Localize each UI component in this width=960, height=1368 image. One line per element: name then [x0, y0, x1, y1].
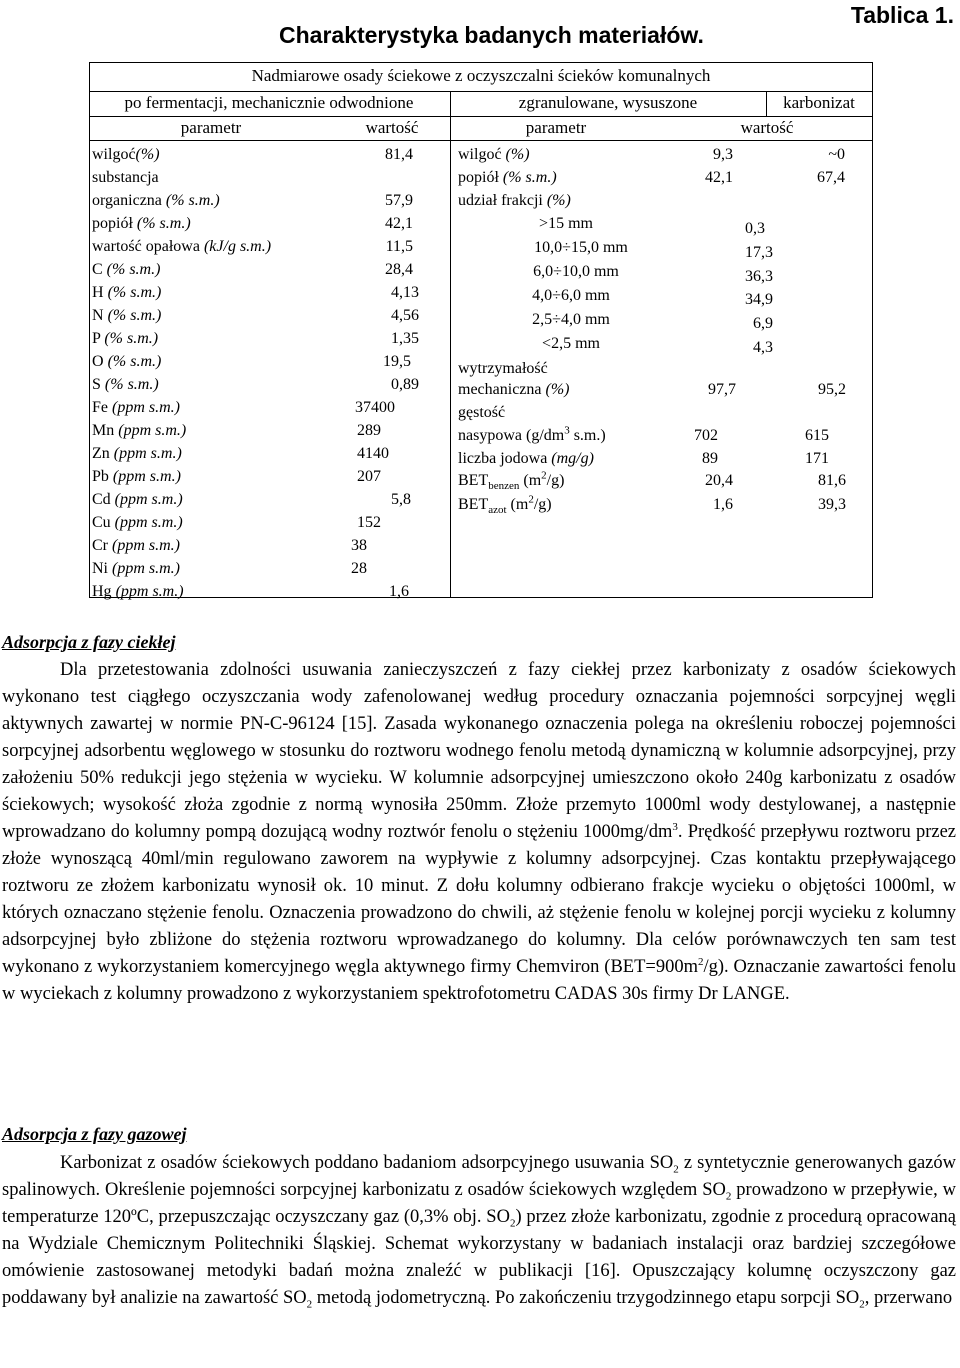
- param-label: popiół (% s.m.): [458, 169, 557, 186]
- document-title: Charakterystyka badanych materiałów.: [279, 22, 704, 48]
- param-label: wytrzymałość: [458, 360, 548, 377]
- param-label: Cu (ppm s.m.): [92, 514, 183, 531]
- group-header-mid: zgranulowane, wysuszone: [518, 93, 698, 112]
- param-value: 4140: [357, 445, 389, 462]
- param-label: Mn (ppm s.m.): [92, 422, 187, 439]
- param-value: 1,6: [713, 496, 733, 513]
- group-header-left: po fermentacji, mechanicznie odwodnione: [124, 93, 414, 112]
- table-divider: [450, 91, 451, 598]
- fraction-range: 2,5÷4,0 mm: [532, 311, 610, 328]
- param-value: 11,5: [385, 238, 413, 255]
- table-divider: [766, 91, 767, 116]
- param-value: 42,1: [385, 215, 413, 232]
- fraction-range: 10,0÷15,0 mm: [534, 239, 628, 256]
- param-label: wilgoć(%): [92, 146, 160, 163]
- param-label: gęstość: [458, 404, 506, 421]
- param-label: Ni (ppm s.m.): [92, 560, 180, 577]
- param-label: liczba jodowa (mg/g): [458, 450, 594, 467]
- param-value: 67,4: [817, 169, 845, 186]
- fraction-range: 4,0÷6,0 mm: [532, 287, 610, 304]
- param-label: $BET_{benzen}$ $(m^2/g)$: [458, 469, 565, 493]
- fraction-range: <2,5 mm: [542, 335, 600, 352]
- section-paragraph: Dla przetestowania zdolności usuwania zanieczyszczeń z fazy ciekłej przez karbonizaty z osadów ściekowych wykonano test ciągłego oczyszczania wody zafenolowanej według procedury oznaczania pojemności sorpcyjnej węgli aktywnych zawartej w normie PN-C-96124 [15]. Zasada wykonanego oznaczenia polega na określeniu roboczej pojemności sorpcyjnej adsorbentu węglowego w stosunku do roztworu wodnego fenolu metodą dynamiczną w kolumnie adsorpcyjnej, przy założeniu 50% redukcji jego stężenia w wycieku. W kolumnie adsorpcyjnej umieszczono około 240g karbonizatu z osadów ściekowych; wysokość złoża zgodnie z normą wynosiła 250mm. Złoże przemyto 1000ml wody destylowanej, a następnie wprowadzano do kolumny pompą dozującą wodny roztwór fenolu o stężeniu $1000mg/dm^3$. Prędkość przepływu roztworu przez złoże wynoszącą 40ml/min regulowano zaworem na wypływie z kolumny adsorpcyjnej. Czas kontaktu przepływającego roztworu ze złożem karbonizatu wynosił ok. 10 minut. Z dołu kolumny odbierano frakcje wycieku o objętości 1000ml, w których oznaczano stężenie fenolu. Oznaczenia prowadzono do chwili, aż stężenie fenolu w kolejnej porcji wycieku z kolumny adsorpcyjnej było zbliżone do stężenia roztworu wprowadzanego do kolumny. Dla celów porównawczych ten sam test wykonano z wykorzystaniem komercyjnego węgla aktywnego firmy Chemviron $(BET=900m^2/g)$. Oznaczanie zawartości fenolu w wyciekach z kolumny prowadzono z wykorzystaniem spektrofotometru CADAS 30s firmy Dr LANGE.: [2, 660, 956, 1004]
- param-label: S (% s.m.): [92, 376, 159, 393]
- section-heading: Adsorpcja z fazy gazowej: [2, 1124, 187, 1144]
- param-value: 81,4: [385, 146, 413, 163]
- param-value: 1,6: [389, 583, 409, 600]
- fraction-value: 36,3: [745, 268, 773, 285]
- param-value: 19,5: [383, 353, 411, 370]
- param-label: H (% s.m.): [92, 284, 162, 301]
- param-label: mechaniczna (%): [458, 381, 570, 398]
- param-value: 37400: [355, 399, 395, 416]
- param-value: 42,1: [705, 169, 733, 186]
- param-value: 152: [357, 514, 381, 531]
- column-header-value: wartość: [740, 118, 794, 137]
- param-label: N (% s.m.): [92, 307, 162, 324]
- table-label: Tablica 1.: [850, 2, 954, 28]
- param-label: wilgoć (%): [458, 146, 530, 163]
- fraction-value: 0,3: [745, 220, 765, 237]
- param-value: 89: [702, 450, 718, 467]
- param-value: 4,56: [391, 307, 419, 324]
- param-value: 28: [351, 560, 367, 577]
- table-caption: Nadmiarowe osady ściekowe z oczyszczalni ścieków komunalnych: [251, 66, 711, 85]
- param-value: 97,7: [708, 381, 736, 398]
- section-paragraph: Karbonizat z osadów ściekowych poddano badaniom adsorpcyjnego usuwania $SO_2$ z syntetycznie generowanych gazów spalinowych. Określenie pojemności sorpcyjnej karbonizatu z osadów ściekowych względem $SO_2$ prowadzono w przepływie, w temperaturze 120ºC, przepuszczając oczyszczany gaz (0,3% obj. $SO_2$) przez złoże karbonizatu, zgodnie z procedurą opracowaną na Wydziale Chemicznym Politechniki Śląskiej. Schemat wykorzystany w badaniach instalacji oraz bardziej szczegółowe omówienie zastosowanej metodyki badań można znaleźć w publikacji [16]. Opuszczający kolumnę oczyszczony gaz poddawany był analizie na zawartość $SO_2$ metodą jodometryczną. Po zakończeniu trzygodzinnego etapu sorpcji $SO_2$, przerwano: [2, 1153, 956, 1311]
- group-header-right: karbonizat: [783, 93, 855, 112]
- param-label: $BET_{azot}$ $(m^2/g)$: [458, 493, 552, 517]
- param-label: C (% s.m.): [92, 261, 161, 278]
- param-value: 4,13: [391, 284, 419, 301]
- param-value: 171: [805, 450, 829, 467]
- param-label: Cd (ppm s.m.): [92, 491, 183, 508]
- param-value: 702: [694, 427, 718, 444]
- param-label: popiół (% s.m.): [92, 215, 191, 232]
- param-label: nasypowa ($g/dm^3$ s.m.): [458, 424, 606, 444]
- param-value: 9,3: [713, 146, 733, 163]
- param-label: Fe (ppm s.m.): [92, 399, 180, 416]
- param-value: ~0: [828, 146, 845, 163]
- param-value: 289: [357, 422, 381, 439]
- param-label: O (% s.m.): [92, 353, 162, 370]
- table-divider: [89, 116, 873, 117]
- param-label: organiczna (% s.m.): [92, 192, 220, 209]
- param-label: wartość opałowa (kJ/g s.m.): [92, 238, 272, 255]
- param-value: 95,2: [818, 381, 846, 398]
- fraction-value: 17,3: [745, 244, 773, 261]
- param-value: 28,4: [385, 261, 413, 278]
- param-label: substancja: [92, 169, 159, 186]
- param-label: Cr (ppm s.m.): [92, 537, 180, 554]
- param-value: 207: [357, 468, 381, 485]
- param-label: Pb (ppm s.m.): [92, 468, 181, 485]
- fraction-value: 4,3: [753, 339, 773, 356]
- column-header-param: parametr: [525, 118, 587, 137]
- table-divider: [89, 140, 873, 141]
- param-value: 38: [351, 537, 367, 554]
- section-heading: Adsorpcja z fazy ciekłej: [2, 632, 176, 652]
- param-value: 615: [805, 427, 829, 444]
- param-value: 81,6: [818, 472, 846, 489]
- param-label: udział frakcji (%): [458, 192, 571, 209]
- param-value: 57,9: [385, 192, 413, 209]
- fraction-range: 6,0÷10,0 mm: [533, 263, 619, 280]
- fraction-value: 6,9: [753, 315, 773, 332]
- param-value: 20,4: [705, 472, 733, 489]
- fraction-value: 34,9: [745, 291, 773, 308]
- param-value: 1,35: [391, 330, 419, 347]
- table-divider: [89, 91, 873, 92]
- param-label: P (% s.m.): [92, 330, 159, 347]
- column-header-param: parametr: [180, 118, 242, 137]
- param-value: 0,89: [391, 376, 419, 393]
- column-header-value: wartość: [365, 118, 419, 137]
- param-value: 39,3: [818, 496, 846, 513]
- param-label: Hg (ppm s.m.): [92, 583, 184, 600]
- param-value: 5,8: [391, 491, 411, 508]
- fraction-range: >15 mm: [539, 215, 593, 232]
- param-label: Zn (ppm s.m.): [92, 445, 182, 462]
